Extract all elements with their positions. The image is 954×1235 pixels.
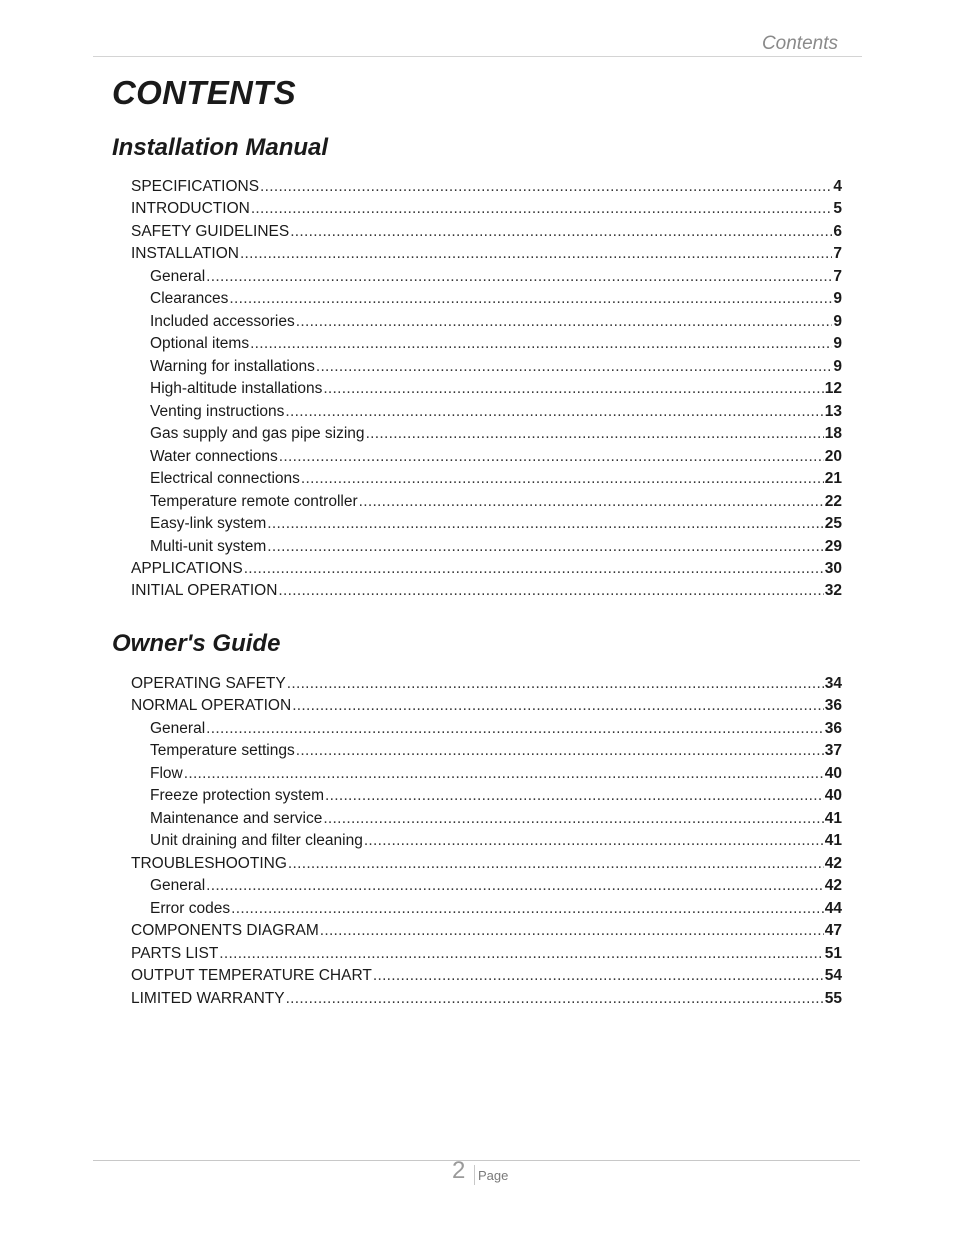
toc-entry-page-number: 41 — [824, 832, 842, 850]
toc-entry-label: General — [150, 877, 206, 895]
toc-entry-label: Optional items — [150, 335, 250, 353]
toc-entry-page-number: 21 — [824, 470, 842, 488]
toc-subentry[interactable] — [131, 356, 842, 378]
toc-subentry[interactable] — [131, 718, 842, 740]
dot-leader — [219, 943, 823, 965]
toc-subentry[interactable] — [131, 311, 842, 333]
toc-subentry[interactable] — [131, 491, 842, 513]
toc-entry[interactable] — [131, 221, 842, 243]
toc-subentry[interactable] — [131, 808, 842, 830]
toc-entry[interactable] — [131, 965, 842, 987]
dot-leader — [290, 221, 832, 243]
dot-leader — [250, 333, 832, 355]
toc-entry-label: OPERATING SAFETY — [131, 675, 286, 692]
dot-leader — [296, 740, 824, 762]
toc-entry[interactable] — [131, 943, 842, 965]
dot-leader — [251, 198, 833, 220]
toc-entry-label: High-altitude installations — [150, 380, 323, 398]
toc-entry-page-number: 9 — [833, 335, 842, 353]
toc-entry-label: Temperature settings — [150, 742, 295, 760]
toc-entry[interactable] — [131, 920, 842, 942]
toc-entry-page-number: 36 — [824, 719, 842, 737]
dot-leader — [278, 580, 823, 602]
toc-entry-page-number: 9 — [833, 312, 842, 330]
toc-entry-page-number: 54 — [824, 967, 842, 985]
toc-subentry[interactable] — [131, 740, 842, 762]
toc-subentry[interactable] — [131, 401, 842, 423]
toc-entry-label: Freeze protection system — [150, 787, 325, 805]
toc-entry-page-number: 51 — [824, 944, 842, 962]
dot-leader — [373, 965, 824, 987]
toc-entry-label: Maintenance and service — [150, 809, 323, 827]
toc-entry-page-number: 55 — [824, 989, 842, 1007]
dot-leader — [287, 673, 824, 695]
toc-entry-page-number: 42 — [824, 854, 842, 872]
toc-list-owners-guide — [131, 673, 842, 1010]
toc-entry-page-number: 12 — [824, 380, 842, 398]
toc-entry-label: COMPONENTS DIAGRAM — [131, 922, 319, 940]
toc-entry-page-number: 40 — [824, 764, 842, 782]
toc-subentry[interactable] — [131, 333, 842, 355]
toc-entry-label: APPLICATIONS — [131, 559, 243, 577]
dot-leader — [366, 423, 824, 445]
toc-entry-page-number: 6 — [833, 222, 842, 240]
dot-leader — [206, 266, 832, 288]
dot-leader — [292, 695, 824, 717]
toc-entry-label: Warning for installations — [150, 357, 315, 375]
dot-leader — [267, 536, 823, 558]
toc-entry-label: Multi-unit system — [150, 537, 267, 555]
dot-leader — [316, 356, 833, 378]
dot-leader — [288, 853, 824, 875]
toc-entry-page-number: 47 — [824, 922, 842, 940]
footer-page-number: 2 — [452, 1157, 466, 1184]
dot-leader — [301, 468, 824, 490]
dot-leader — [184, 763, 824, 785]
page-title: CONTENTS — [112, 74, 296, 111]
toc-entry-page-number: 36 — [824, 697, 842, 715]
toc-entry-label: INITIAL OPERATION — [131, 582, 278, 600]
dot-leader — [260, 176, 832, 198]
toc-entry-label: SAFETY GUIDELINES — [131, 222, 290, 240]
toc-entry-page-number: 9 — [833, 290, 842, 308]
dot-leader — [231, 898, 824, 920]
dot-leader — [359, 491, 824, 513]
dot-leader — [296, 311, 833, 333]
dot-leader — [267, 513, 823, 535]
toc-entry-label: Water connections — [150, 447, 278, 465]
toc-entry-label: Gas supply and gas pipe sizing — [150, 425, 365, 443]
toc-entry-label: OUTPUT TEMPERATURE CHART — [131, 967, 372, 985]
toc-subentry[interactable] — [131, 875, 842, 897]
toc-entry-label: Temperature remote controller — [150, 492, 358, 510]
toc-entry-page-number: 18 — [824, 425, 842, 443]
dot-leader — [323, 808, 823, 830]
toc-entry-page-number: 7 — [833, 245, 842, 263]
toc-subentry[interactable] — [131, 785, 842, 807]
toc-entry-label: NORMAL OPERATION — [131, 697, 292, 715]
toc-entry[interactable] — [131, 853, 842, 875]
toc-entry-page-number: 25 — [824, 515, 842, 533]
toc-entry[interactable] — [131, 580, 842, 602]
toc-entry[interactable] — [131, 673, 842, 695]
dot-leader — [206, 718, 824, 740]
toc-entry-page-number: 13 — [824, 402, 842, 420]
dot-leader — [279, 446, 824, 468]
toc-entry[interactable] — [131, 198, 842, 220]
toc-entry-label: SPECIFICATIONS — [131, 178, 260, 195]
toc-entry-page-number: 29 — [824, 537, 842, 555]
toc-entry[interactable] — [131, 988, 842, 1010]
toc-entry-page-number: 7 — [833, 267, 842, 285]
toc-entry-label: INSTALLATION — [131, 245, 239, 263]
toc-entry-page-number: 9 — [833, 357, 842, 375]
footer-page-word: Page — [478, 1168, 509, 1183]
section-title-owners-guide: Owner's Guide — [112, 630, 281, 657]
toc-entry-page-number: 42 — [824, 877, 842, 895]
toc-entry[interactable] — [131, 695, 842, 717]
toc-subentry[interactable] — [131, 266, 842, 288]
toc-entry-label: Error codes — [150, 899, 231, 917]
footer-rule — [93, 1160, 860, 1161]
toc-entry-label: Flow — [150, 764, 183, 782]
dot-leader — [285, 401, 823, 423]
running-header: Contents — [761, 33, 838, 54]
toc-entry-page-number: 4 — [833, 178, 842, 195]
toc-subentry[interactable] — [131, 830, 842, 852]
toc-entry-label: TROUBLESHOOTING — [131, 854, 287, 872]
dot-leader — [286, 988, 824, 1010]
toc-entry-label: General — [150, 267, 206, 285]
toc-entry[interactable] — [131, 243, 842, 265]
toc-subentry[interactable] — [131, 423, 842, 445]
toc-entry-label: Electrical connections — [150, 470, 300, 488]
dot-leader — [244, 558, 824, 580]
toc-entry-label: INTRODUCTION — [131, 200, 250, 218]
toc-subentry[interactable] — [131, 536, 842, 558]
toc-entry-label: Unit draining and filter cleaning — [150, 832, 363, 850]
toc-entry-label: Easy-link system — [150, 515, 267, 533]
toc-entry-label: Venting instructions — [150, 402, 285, 420]
toc-entry-page-number: 40 — [824, 787, 842, 805]
toc-subentry[interactable] — [131, 763, 842, 785]
dot-leader — [323, 378, 823, 400]
toc-entry-label: Clearances — [150, 290, 229, 308]
toc-entry[interactable] — [131, 176, 842, 198]
toc-subentry[interactable] — [131, 378, 842, 400]
toc-list-installation-manual — [131, 176, 842, 603]
toc-entry-page-number: 41 — [824, 809, 842, 827]
toc-entry-label: Included accessories — [150, 312, 295, 330]
dot-leader — [325, 785, 824, 807]
toc-entry-page-number: 5 — [833, 200, 842, 218]
toc-entry-label: LIMITED WARRANTY — [131, 989, 285, 1007]
header-rule — [93, 56, 862, 57]
toc-entry-page-number: 30 — [824, 559, 842, 577]
dot-leader — [229, 288, 832, 310]
toc-subentry[interactable] — [131, 468, 842, 490]
footer-separator — [474, 1165, 475, 1185]
toc-entry-page-number: 37 — [824, 742, 842, 760]
toc-entry-page-number: 20 — [824, 447, 842, 465]
toc-entry-page-number: 44 — [824, 899, 842, 917]
toc-subentry[interactable] — [131, 898, 842, 920]
toc-subentry[interactable] — [131, 446, 842, 468]
toc-entry-label: PARTS LIST — [131, 944, 219, 962]
toc-entry-page-number: 32 — [824, 582, 842, 600]
section-title-installation-manual: Installation Manual — [112, 134, 329, 161]
dot-leader — [240, 243, 832, 265]
toc-subentry[interactable] — [131, 513, 842, 535]
toc-entry[interactable] — [131, 558, 842, 580]
toc-entry-page-number: 34 — [824, 675, 842, 692]
toc-subentry[interactable] — [131, 288, 842, 310]
dot-leader — [320, 920, 824, 942]
toc-entry-label: General — [150, 719, 206, 737]
dot-leader — [364, 830, 824, 852]
dot-leader — [206, 875, 824, 897]
toc-entry-page-number: 22 — [824, 492, 842, 510]
